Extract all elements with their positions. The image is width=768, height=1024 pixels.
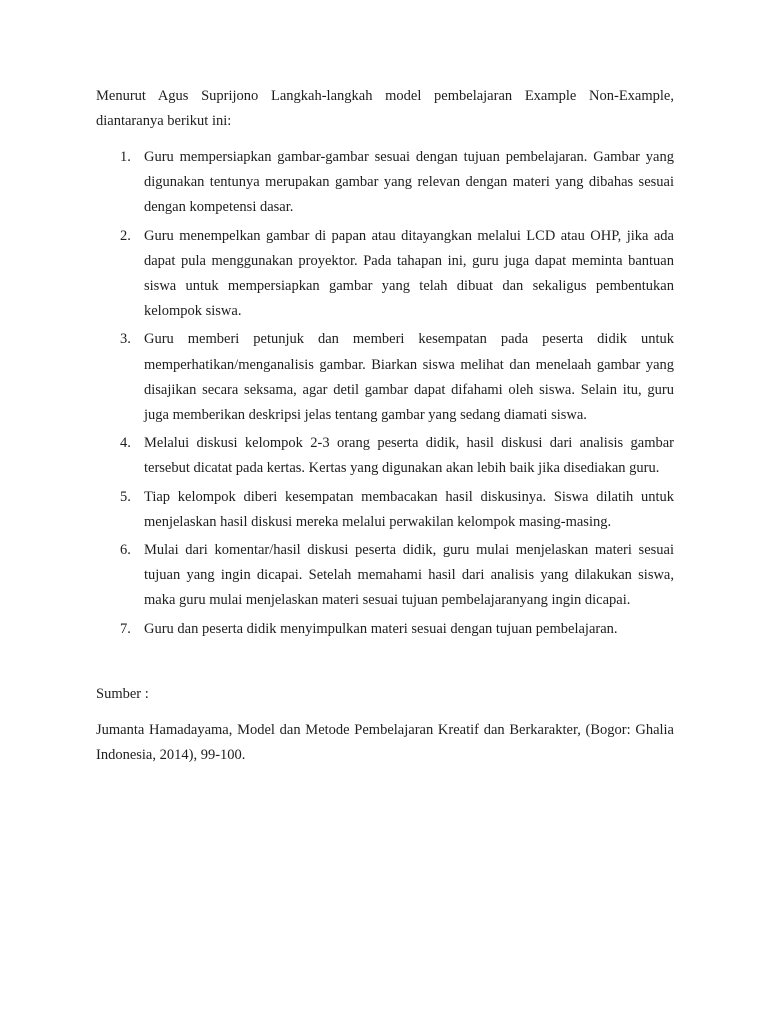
list-item bbox=[96, 538, 674, 614]
step-number: 7. bbox=[120, 620, 131, 637]
step-number: 5. bbox=[120, 488, 131, 505]
step-number: 3. bbox=[120, 331, 131, 348]
step-text: Mulai dari komentar/hasil diskusi peserta didik, guru mulai menjelaskan materi sesuai tujuan yang ingin dicapai. Setelah memahami hasil dari analisis yang dilakukan siswa, maka guru mulai menjelaskan materi sesuai tujuan pembelajaranyang ingin dicapai. bbox=[144, 542, 674, 609]
step-number: 6. bbox=[120, 542, 131, 559]
step-text: Guru menempelkan gambar di papan atau ditayangkan melalui LCD atau OHP, jika ada dapat pula menggunakan proyektor. Pada tahapan ini, guru juga dapat meminta bantuan siswa untuk mempersiapkan gambar yang telah dibuat dan sekaligus pembentukan kelompok siswa. bbox=[144, 227, 674, 320]
list-item bbox=[96, 327, 674, 428]
list-item bbox=[96, 224, 674, 325]
step-number: 1. bbox=[120, 149, 131, 165]
steps-list bbox=[96, 145, 674, 642]
step-text: Melalui diskusi kelompok 2-3 orang peserta didik, hasil diskusi dari analisis gambar tersebut dicatat pada kertas. Kertas yang digunakan akan lebih baik jika disediakan guru. bbox=[144, 435, 674, 477]
intro-paragraph: Menurut Agus Suprijono Langkah-langkah model pembelajaran Example Non-Example, diantaranya berikut ini: bbox=[96, 88, 674, 129]
source-citation: Jumanta Hamadayama, Model dan Metode Pembelajaran Kreatif dan Berkarakter, (Bogor: Ghalia Indonesia, 2014), 99-100. bbox=[96, 722, 674, 763]
step-text: Guru memberi petunjuk dan memberi kesempatan pada peserta didik untuk memperhatikan/menganalisis gambar. Biarkan siswa melihat dan menelaah gambar yang disajikan secara seksama, agar detil gambar dapat difahami oleh siswa. Selain itu, guru juga memberikan deskripsi jelas tentang gambar yang sedang diamati siswa. bbox=[144, 331, 674, 424]
step-number: 2. bbox=[120, 227, 131, 244]
list-item bbox=[96, 485, 674, 535]
step-text: Guru mempersiapkan gambar-gambar sesuai dengan tujuan pembelajaran. Gambar yang digunakan tentunya merupakan gambar yang relevan dengan materi yang dibahas sesuai dengan kompetensi dasar. bbox=[144, 149, 674, 216]
list-item bbox=[96, 145, 674, 221]
document-body bbox=[96, 84, 674, 645]
source-label: Sumber : bbox=[96, 686, 149, 702]
step-number: 4. bbox=[120, 435, 131, 452]
list-item bbox=[96, 617, 674, 642]
list-item bbox=[96, 431, 674, 481]
step-text: Tiap kelompok diberi kesempatan membacakan hasil diskusinya. Siswa dilatih untuk menjelaskan hasil diskusi mereka melalui perwakilan kelompok masing-masing. bbox=[144, 488, 674, 530]
step-text: Guru dan peserta didik menyimpulkan materi sesuai dengan tujuan pembelajaran. bbox=[144, 620, 618, 637]
